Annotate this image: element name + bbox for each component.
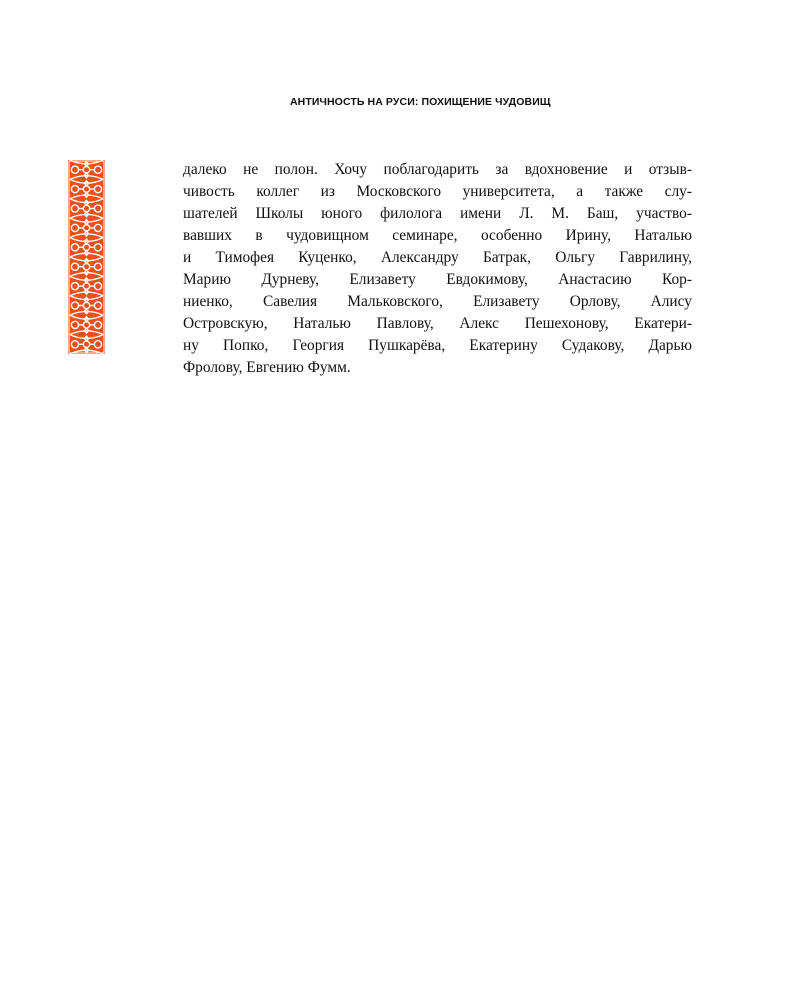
ornamental-border-icon	[68, 160, 105, 354]
text-line-3: шателей Школы юного филолога имени Л. М. Баш, участво-	[183, 205, 692, 222]
text-line-10: Фролову, Евгению Фумм.	[183, 359, 351, 376]
text-line-6: Марию Дурневу, Елизавету Евдокимову, Анастасию Кор-	[183, 271, 692, 288]
text-line-2: чивость коллег из Московского университета, а также слу-	[183, 183, 692, 200]
text-line-1: далеко не полон. Хочу поблагодарить за вдохновение и отзыв-	[183, 161, 692, 178]
ornament-background	[68, 160, 105, 354]
text-line-4: вавших в чудовищном семинаре, особенно Ирину, Наталью	[183, 227, 692, 244]
running-header: АНТИЧНОСТЬ НА РУСИ: ПОХИЩЕНИЕ ЧУДОВИЩ	[290, 96, 551, 108]
text-line-5: и Тимофея Куценко, Александру Батрак, Ольгу Гаврилину,	[183, 249, 692, 266]
text-line-7: ниенко, Савелия Мальковского, Елизавету Орлову, Алису	[183, 293, 692, 310]
text-line-8: Островскую, Наталью Павлову, Алекс Пешехонову, Екатери-	[183, 315, 692, 332]
text-line-9: ну Попко, Георгия Пушкарёва, Екатерину Судакову, Дарью	[183, 337, 692, 354]
body-text	[183, 159, 692, 379]
